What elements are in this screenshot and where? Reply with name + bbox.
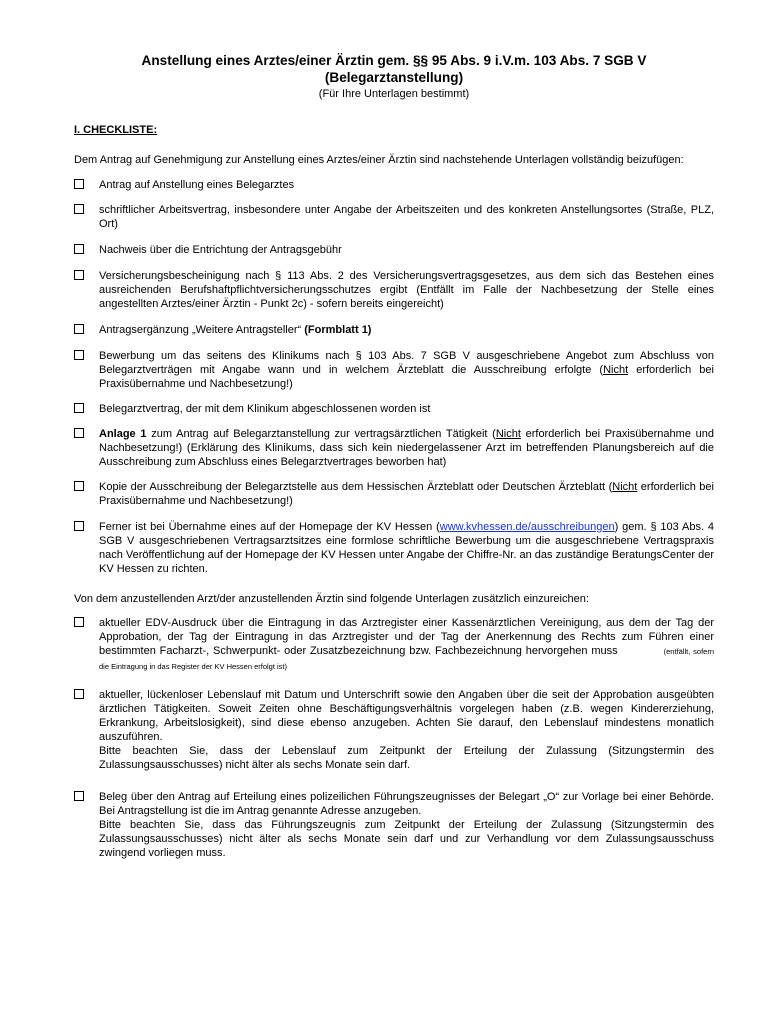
checkbox[interactable] [74, 617, 84, 627]
checklist-item-ausschreibung-kopie [74, 480, 714, 508]
checkbox[interactable] [74, 481, 84, 491]
checklist-item-text: Bewerbung um das seitens des Klinikums nach § 103 Abs. 7 SGB V ausgeschriebene Angebot zum Abschluss von Belegarztverträgen mit Angabe wann und in welchem Ärzteblatt die Ausschreibung erfolgte (Nicht erforderlich bei Praxisübernahme und Nachbesetzung!) [99, 350, 714, 390]
checklist-item-text: Kopie der Ausschreibung der Belegarztstelle aus dem Hessischen Ärzteblatt oder Deutschen Ärzteblatt (Nicht erforderlich bei Praxisübernahme und Nachbesetzung!) [99, 481, 714, 507]
checklist-item-text: Versicherungsbescheinigung nach § 113 Abs. 2 des Versicherungsvertragsgesetzes, aus dem sich das Bestehen eines ausreichenden Berufshaftpflichtversicherungsschutzes ergibt (Entfällt im Falle der Nachbesetzung der Stelle eines angestellten Arztes/einer Ärztin - Punkt 2c) - sofern bereits eingereicht) [99, 270, 714, 310]
checklist-item-versicherung [74, 269, 714, 311]
checklist-item-antragsergaenzung [74, 323, 714, 337]
checklist-item-lebenslauf [74, 688, 714, 772]
checkbox[interactable] [74, 791, 84, 801]
document-title-line2: (Belegarztanstellung) [324, 70, 464, 85]
checklist-item-arbeitsvertrag [74, 203, 714, 231]
footnote-small: (entfällt, sofern die Eintragung in das Register der KV Hessen erfolgt ist) [99, 647, 714, 671]
checklist-intro: Dem Antrag auf Genehmigung zur Anstellung eines Arztes/einer Ärztin sind nachstehende Unterlagen vollständig beizufügen: [74, 154, 684, 166]
checklist-item-text: Beleg über den Antrag auf Erteilung eines polizeilichen Führungszeugnisses der Belegart „O“ zur Vorlage bei einer Behörde. Bei Antragstellung ist die im Antrag genannte Adresse anzugeben. Bitte beachten Sie, dass das Führungszeugnis zum Zeitpunkt der Erteilung der Zulassung (Sitzungstermin des Zulassungsausschusses) nicht älter als sechs Monate sein darf und zur Verhandlung vor dem Zulassungsausschuss zwingend vorliegen muss. [99, 791, 714, 859]
checklist-item-text: Nachweis über die Entrichtung der Antragsgebühr [99, 244, 342, 256]
checkbox[interactable] [74, 179, 84, 189]
checklist-item-homepage-bewerbung [74, 520, 714, 576]
checklist-item-edv-ausdruck [74, 616, 714, 674]
checklist-item-fuehrungszeugnis [74, 790, 714, 860]
checklist-item-text: aktueller EDV-Ausdruck über die Eintragung in das Arztregister einer Kassenärztlichen Vereinigung, aus dem der Tag der Approbation, der Tag der Eintragung in das Arztregister und der Tag der Anerkennung des Rechts zum Führen einer bestimmten Facharzt-, Schwerpunkt- oder Zusatzbezeichnung bzw. Fachbezeichnung hervorgehen muss (entfällt, sofern die Eintragung in das Register der KV Hessen erfolgt ist) [99, 617, 714, 671]
checkbox[interactable] [74, 689, 84, 699]
checklist-item-text: Antrag auf Anstellung eines Belegarztes [99, 179, 295, 191]
checkbox[interactable] [74, 403, 84, 413]
checkbox[interactable] [74, 521, 84, 531]
checkbox[interactable] [74, 428, 84, 438]
checklist-item-text: Ferner ist bei Übernahme eines auf der Homepage der KV Hessen (www.kvhessen.de/ausschreibungen) gem. § 103 Abs. 4 SGB V ausgeschriebenen Vertragsarztsitzes eine formlose schriftliche Bewerbung um die ausgeschriebene Vertragspraxis nach Veröffentlichung auf der Homepage der KV Hessen unter Angabe der Chiffre-Nr. an das zuständige BeratungsCenter der KV Hessen zu richten. [99, 521, 715, 575]
checkbox[interactable] [74, 270, 84, 280]
checklist-item-antrag [74, 178, 714, 192]
checklist-item-text: schriftlicher Arbeitsvertrag, insbesondere unter Angabe der Arbeitszeiten und des konkreten Anstellungsortes (Straße, PLZ, Ort) [99, 204, 714, 230]
checklist-item-text: aktueller, lückenloser Lebenslauf mit Datum und Unterschrift sowie den Angaben über die seit der Approbation ausgeübten ärztlichen Tätigkeiten. Soweit Zeiten ohne Beschäftigungsverhältnis vorgelegen haben (z.B. wegen Kindererziehung, Erkrankung, Arbeitslosigkeit), sind diese ebenso anzugeben. Achten Sie darauf, den Lebenslauf mindestens monatlich auszuführen. Bitte beachten Sie, dass der Lebenslauf zum Zeitpunkt der Erteilung der Zulassung (Sitzungstermin des Zulassungsausschusses) nicht älter als sechs Monate sein darf. [99, 689, 714, 771]
checklist-item-bewerbung [74, 349, 714, 391]
section-heading-checklist: I. CHECKLISTE: [74, 124, 158, 136]
checkbox[interactable] [74, 204, 84, 214]
checkbox[interactable] [74, 324, 84, 334]
checklist-item-belegarztvertrag [74, 402, 714, 416]
section2-intro: Von dem anzustellenden Arzt/der anzustellenden Ärztin sind folgende Unterlagen zusätzlich einzureichen: [74, 593, 589, 605]
formblatt-reference: (Formblatt 1) [304, 324, 372, 336]
checklist-item-text: Anlage 1 zum Antrag auf Belegarztanstellung zur vertragsärztlichen Tätigkeit (Nicht erforderlich bei Praxisübernahme und Nachbesetzung!) (Erklärung des Klinikums, dass sich kein niedergelassener Arzt im betreffenden Planungsbereich auf die Ausschreibung zum Abschluss eines Belegarztvertrages beworben hat) [99, 428, 714, 468]
checkbox[interactable] [74, 244, 84, 254]
checklist-item-antragsgebuehr [74, 243, 714, 257]
checklist-item-text: Antragsergänzung „Weitere Antragsteller“ (Formblatt 1) [99, 324, 372, 336]
kvhessen-link[interactable]: www.kvhessen.de/ausschreibungen [439, 521, 615, 533]
checklist-item-text: Belegarztvertrag, der mit dem Klinikum abgeschlossenen worden ist [99, 403, 431, 415]
document-subtitle: (Für Ihre Unterlagen bestimmt) [318, 88, 470, 100]
checklist-item-anlage1 [74, 427, 714, 469]
document-title-line1: Anstellung eines Arztes/einer Ärztin gem. §§ 95 Abs. 9 i.V.m. 103 Abs. 7 SGB V [141, 53, 647, 68]
checkbox[interactable] [74, 350, 84, 360]
